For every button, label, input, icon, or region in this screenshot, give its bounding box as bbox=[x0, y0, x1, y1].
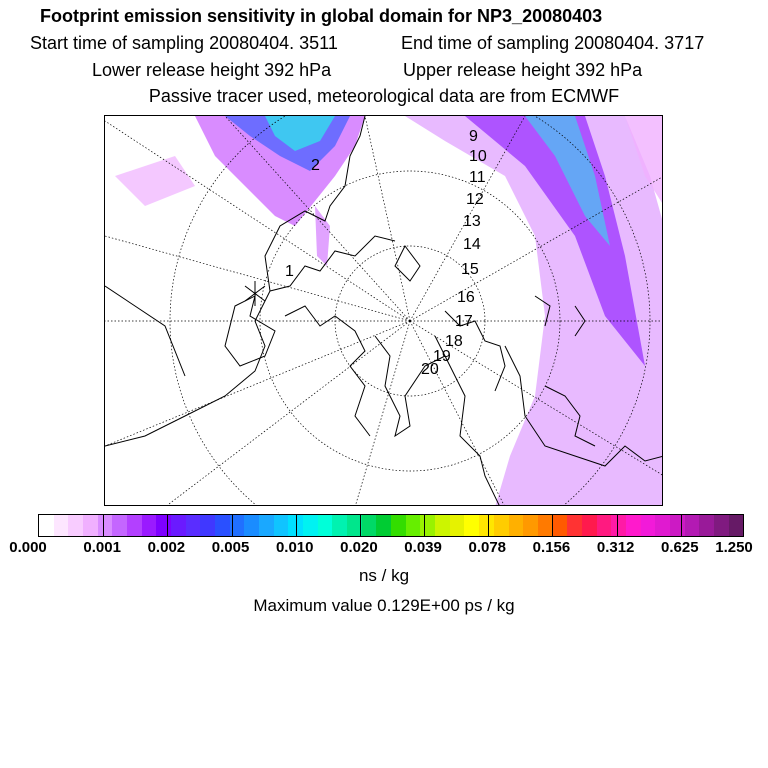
colorbar-swatch bbox=[538, 515, 553, 536]
colorbar-tick bbox=[681, 515, 682, 536]
colorbar-swatch bbox=[156, 515, 171, 536]
emission-plume bbox=[115, 116, 663, 506]
colorbar-tick-label: 0.039 bbox=[404, 539, 442, 556]
colorbar-swatch bbox=[376, 515, 391, 536]
track-label: 16 bbox=[457, 289, 475, 306]
track-label: 10 bbox=[469, 148, 487, 165]
track-label: 19 bbox=[433, 348, 451, 365]
colorbar-tick-label: 0.010 bbox=[275, 539, 314, 556]
colorbar-swatch bbox=[626, 515, 641, 536]
colorbar-tick-label: 0.312 bbox=[596, 539, 635, 556]
colorbar-tick-label: 1.250 bbox=[715, 539, 753, 556]
track-label: 14 bbox=[463, 236, 481, 253]
colorbar-swatch bbox=[714, 515, 729, 536]
colorbar-ticks bbox=[0, 539, 768, 559]
end-time: End time of sampling 20080404. 3717 bbox=[401, 33, 705, 53]
colorbar-swatch bbox=[303, 515, 318, 536]
colorbar-swatch bbox=[332, 515, 347, 536]
colorbar-swatch bbox=[464, 515, 479, 536]
colorbar-tick-label: 0.000 bbox=[9, 539, 47, 556]
colorbar-swatch bbox=[318, 515, 333, 536]
colorbar-tick bbox=[103, 515, 104, 536]
lower-release-height: Lower release height 392 hPa bbox=[92, 60, 332, 80]
colorbar-tick-label: 0.156 bbox=[532, 539, 571, 556]
colorbar-tick bbox=[552, 515, 553, 536]
colorbar-swatch bbox=[171, 515, 186, 536]
tracer-info: Passive tracer used, meteorological data are from ECMWF bbox=[148, 86, 620, 106]
colorbar-swatch bbox=[186, 515, 201, 536]
track-label: 11 bbox=[469, 169, 486, 186]
colorbar-swatch bbox=[641, 515, 656, 536]
map-title: Footprint emission sensitivity in global domain for NP3_20080403 bbox=[40, 6, 603, 26]
colorbar-swatch bbox=[54, 515, 69, 536]
start-time: Start time of sampling 20080404. 3511 bbox=[30, 33, 338, 53]
colorbar-swatch bbox=[68, 515, 83, 536]
colorbar-tick-label: 0.020 bbox=[340, 539, 378, 556]
maximum-value: Maximum value 0.129E+00 ps / kg bbox=[253, 596, 515, 615]
colorbar-swatch bbox=[523, 515, 538, 536]
track-label: 15 bbox=[461, 261, 479, 278]
colorbar-swatch bbox=[112, 515, 127, 536]
colorbar-swatch bbox=[582, 515, 597, 536]
colorbar bbox=[38, 514, 744, 537]
colorbar-swatch bbox=[729, 515, 744, 536]
colorbar-swatch bbox=[611, 515, 626, 536]
map-canvas bbox=[105, 116, 663, 506]
colorbar-swatch bbox=[215, 515, 230, 536]
colorbar-swatch bbox=[553, 515, 568, 536]
track-label: 12 bbox=[466, 191, 484, 208]
colorbar-tick-label: 0.625 bbox=[661, 539, 699, 556]
colorbar-tick bbox=[617, 515, 618, 536]
upper-release-height: Upper release height 392 hPa bbox=[403, 60, 643, 80]
colorbar-tick bbox=[167, 515, 168, 536]
track-labels bbox=[285, 128, 487, 378]
colorbar-swatch bbox=[435, 515, 450, 536]
colorbar-swatch bbox=[450, 515, 465, 536]
track-label: 18 bbox=[445, 333, 463, 350]
colorbar-swatch bbox=[127, 515, 142, 536]
colorbar-tick bbox=[424, 515, 425, 536]
colorbar-swatch bbox=[655, 515, 670, 536]
colorbar-swatch bbox=[685, 515, 700, 536]
colorbar-tick bbox=[232, 515, 233, 536]
colorbar-swatch bbox=[142, 515, 157, 536]
colorbar-swatch bbox=[479, 515, 494, 536]
colorbar-swatch bbox=[391, 515, 406, 536]
colorbar-tick bbox=[360, 515, 361, 536]
colorbar-swatch bbox=[274, 515, 289, 536]
colorbar-unit: ns / kg bbox=[358, 566, 410, 585]
colorbar-swatch bbox=[406, 515, 421, 536]
colorbar-swatch bbox=[420, 515, 435, 536]
colorbar-tick-label: 0.002 bbox=[147, 539, 186, 556]
colorbar-tick-label: 0.005 bbox=[211, 539, 250, 556]
colorbar-swatch bbox=[494, 515, 509, 536]
release-marker bbox=[245, 281, 265, 306]
colorbar-swatch bbox=[670, 515, 685, 536]
colorbar-tick bbox=[488, 515, 489, 536]
colorbar-swatch bbox=[39, 515, 54, 536]
colorbar-swatch bbox=[509, 515, 524, 536]
colorbar-swatch bbox=[83, 515, 98, 536]
colorbar-swatch bbox=[98, 515, 113, 536]
track-label: 17 bbox=[455, 313, 473, 330]
colorbar-swatch bbox=[200, 515, 215, 536]
map-panel bbox=[104, 115, 663, 506]
colorbar-swatch bbox=[597, 515, 612, 536]
colorbar-swatch bbox=[567, 515, 582, 536]
colorbar-tick-label: 0.078 bbox=[468, 539, 507, 556]
track-label: 20 bbox=[421, 361, 439, 378]
colorbar-tick-label: 0.001 bbox=[83, 539, 121, 556]
colorbar-tick bbox=[296, 515, 297, 536]
track-label: 1 bbox=[285, 263, 294, 280]
colorbar-swatch bbox=[244, 515, 259, 536]
track-label: 9 bbox=[469, 128, 478, 145]
colorbar-swatch bbox=[259, 515, 274, 536]
colorbar-swatch bbox=[699, 515, 714, 536]
track-label: 13 bbox=[463, 213, 481, 230]
track-label: 2 bbox=[311, 157, 320, 174]
colorbar-swatch bbox=[362, 515, 377, 536]
